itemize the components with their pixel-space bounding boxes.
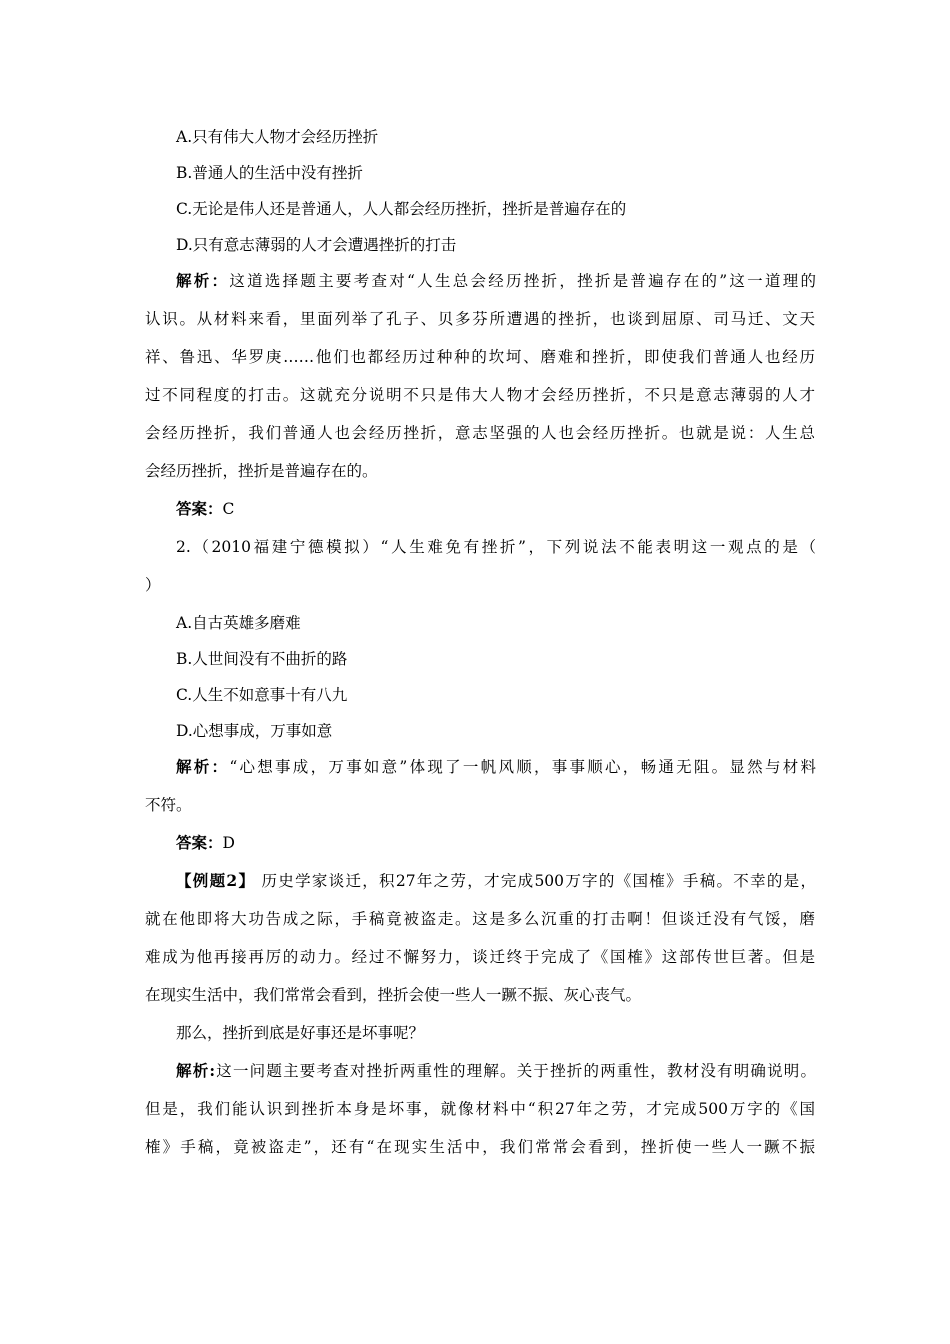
example-question: 那么，挫折到底是好事还是坏事呢？ — [176, 1024, 425, 1042]
q1-analysis-line: 会经历挫折，挫折是普遍存在的。 — [145, 462, 378, 480]
q1-option-d: D.只有意志薄弱的人才会遭遇挫折的打击 — [176, 236, 457, 254]
q2-analysis-label: 解析： — [176, 757, 230, 776]
q2-option-d: D.心想事成，万事如意 — [176, 722, 333, 740]
q1-option-b: B.普通人的生活中没有挫折 — [176, 164, 363, 182]
q1-analysis-line: 会经历挫折，我们普通人也会经历挫折，意志坚强的人也会经历挫折。也就是说：人生总 — [145, 424, 815, 442]
example-analysis-line: 榷》手稿，竟被盗走”，还有“在现实生活中，我们常常会看到，挫折使一些人一蹶不振 — [145, 1138, 815, 1156]
q2-analysis-line: 解析：“心想事成，万事如意”体现了一帆风顺，事事顺心，畅通无阻。显然与材料 — [176, 757, 816, 776]
q1-answer-value: C — [222, 500, 235, 518]
example-analysis-line: 但是，我们能认识到挫折本身是坏事，就像材料中“积27年之劳，才完成500万字的《国 — [145, 1100, 815, 1118]
q1-analysis-label: 解析： — [176, 271, 230, 290]
q2-option-c: C.人生不如意事十有八九 — [176, 686, 348, 704]
example-analysis-label: 解析: — [176, 1061, 216, 1080]
q1-option-c: C.无论是伟人还是普通人，人人都会经历挫折，挫折是普遍存在的 — [176, 200, 627, 218]
q2-stem-line: ） — [145, 576, 161, 594]
q2-option-a: A.自古英雄多磨难 — [176, 614, 301, 632]
q1-answer — [176, 498, 816, 520]
example-line: 就在他即将大功告成之际，手稿竟被盗走。这是多么沉重的打击啊！但谈迁没有气馁，磨 — [145, 910, 815, 928]
q2-answer-value: D — [222, 834, 235, 852]
example-label: 【例题2】 — [176, 871, 256, 890]
q1-analysis-line: 解析：这道选择题主要考查对“人生总会经历挫折，挫折是普遍存在的”这一道理的 — [176, 271, 816, 290]
q2-answer — [176, 832, 816, 854]
q2-answer-label: 答案： — [176, 833, 223, 852]
q1-answer-label: 答案： — [176, 499, 223, 518]
example-line: 【例题2】 历史学家谈迁，积27年之劳，才完成500万字的《国榷》手稿。不幸的是， — [176, 871, 816, 890]
example-line: 在现实生活中，我们常常会看到，挫折会使一些人一蹶不振、灰心丧气。 — [145, 986, 642, 1004]
example-analysis-line: 解析:这一问题主要考查对挫折两重性的理解。关于挫折的两重性，教材没有明确说明。 — [176, 1061, 816, 1080]
q2-stem-line: 2.（2010福建宁德模拟）“人生难免有挫折”，下列说法不能表明这一观点的是（ — [176, 538, 816, 556]
q2-option-b: B.人世间没有不曲折的路 — [176, 650, 348, 668]
q1-analysis-line: 祥、鲁迅、华罗庚……他们也都经历过种种的坎坷、磨难和挫折，即使我们普通人也经历 — [145, 348, 815, 366]
example-line: 难成为他再接再厉的动力。经过不懈努力，谈迁终于完成了《国榷》这部传世巨著。但是 — [145, 948, 815, 966]
q1-analysis-line: 认识。从材料来看，里面列举了孔子、贝多芬所遭遇的挫折，也谈到屈原、司马迁、文天 — [145, 310, 815, 328]
q1-analysis-line: 过不同程度的打击。这就充分说明不只是伟大人物才会经历挫折，不只是意志薄弱的人才 — [145, 386, 815, 404]
q2-analysis-line: 不符。 — [145, 796, 192, 814]
q1-option-a: A.只有伟大人物才会经历挫折 — [176, 128, 379, 146]
